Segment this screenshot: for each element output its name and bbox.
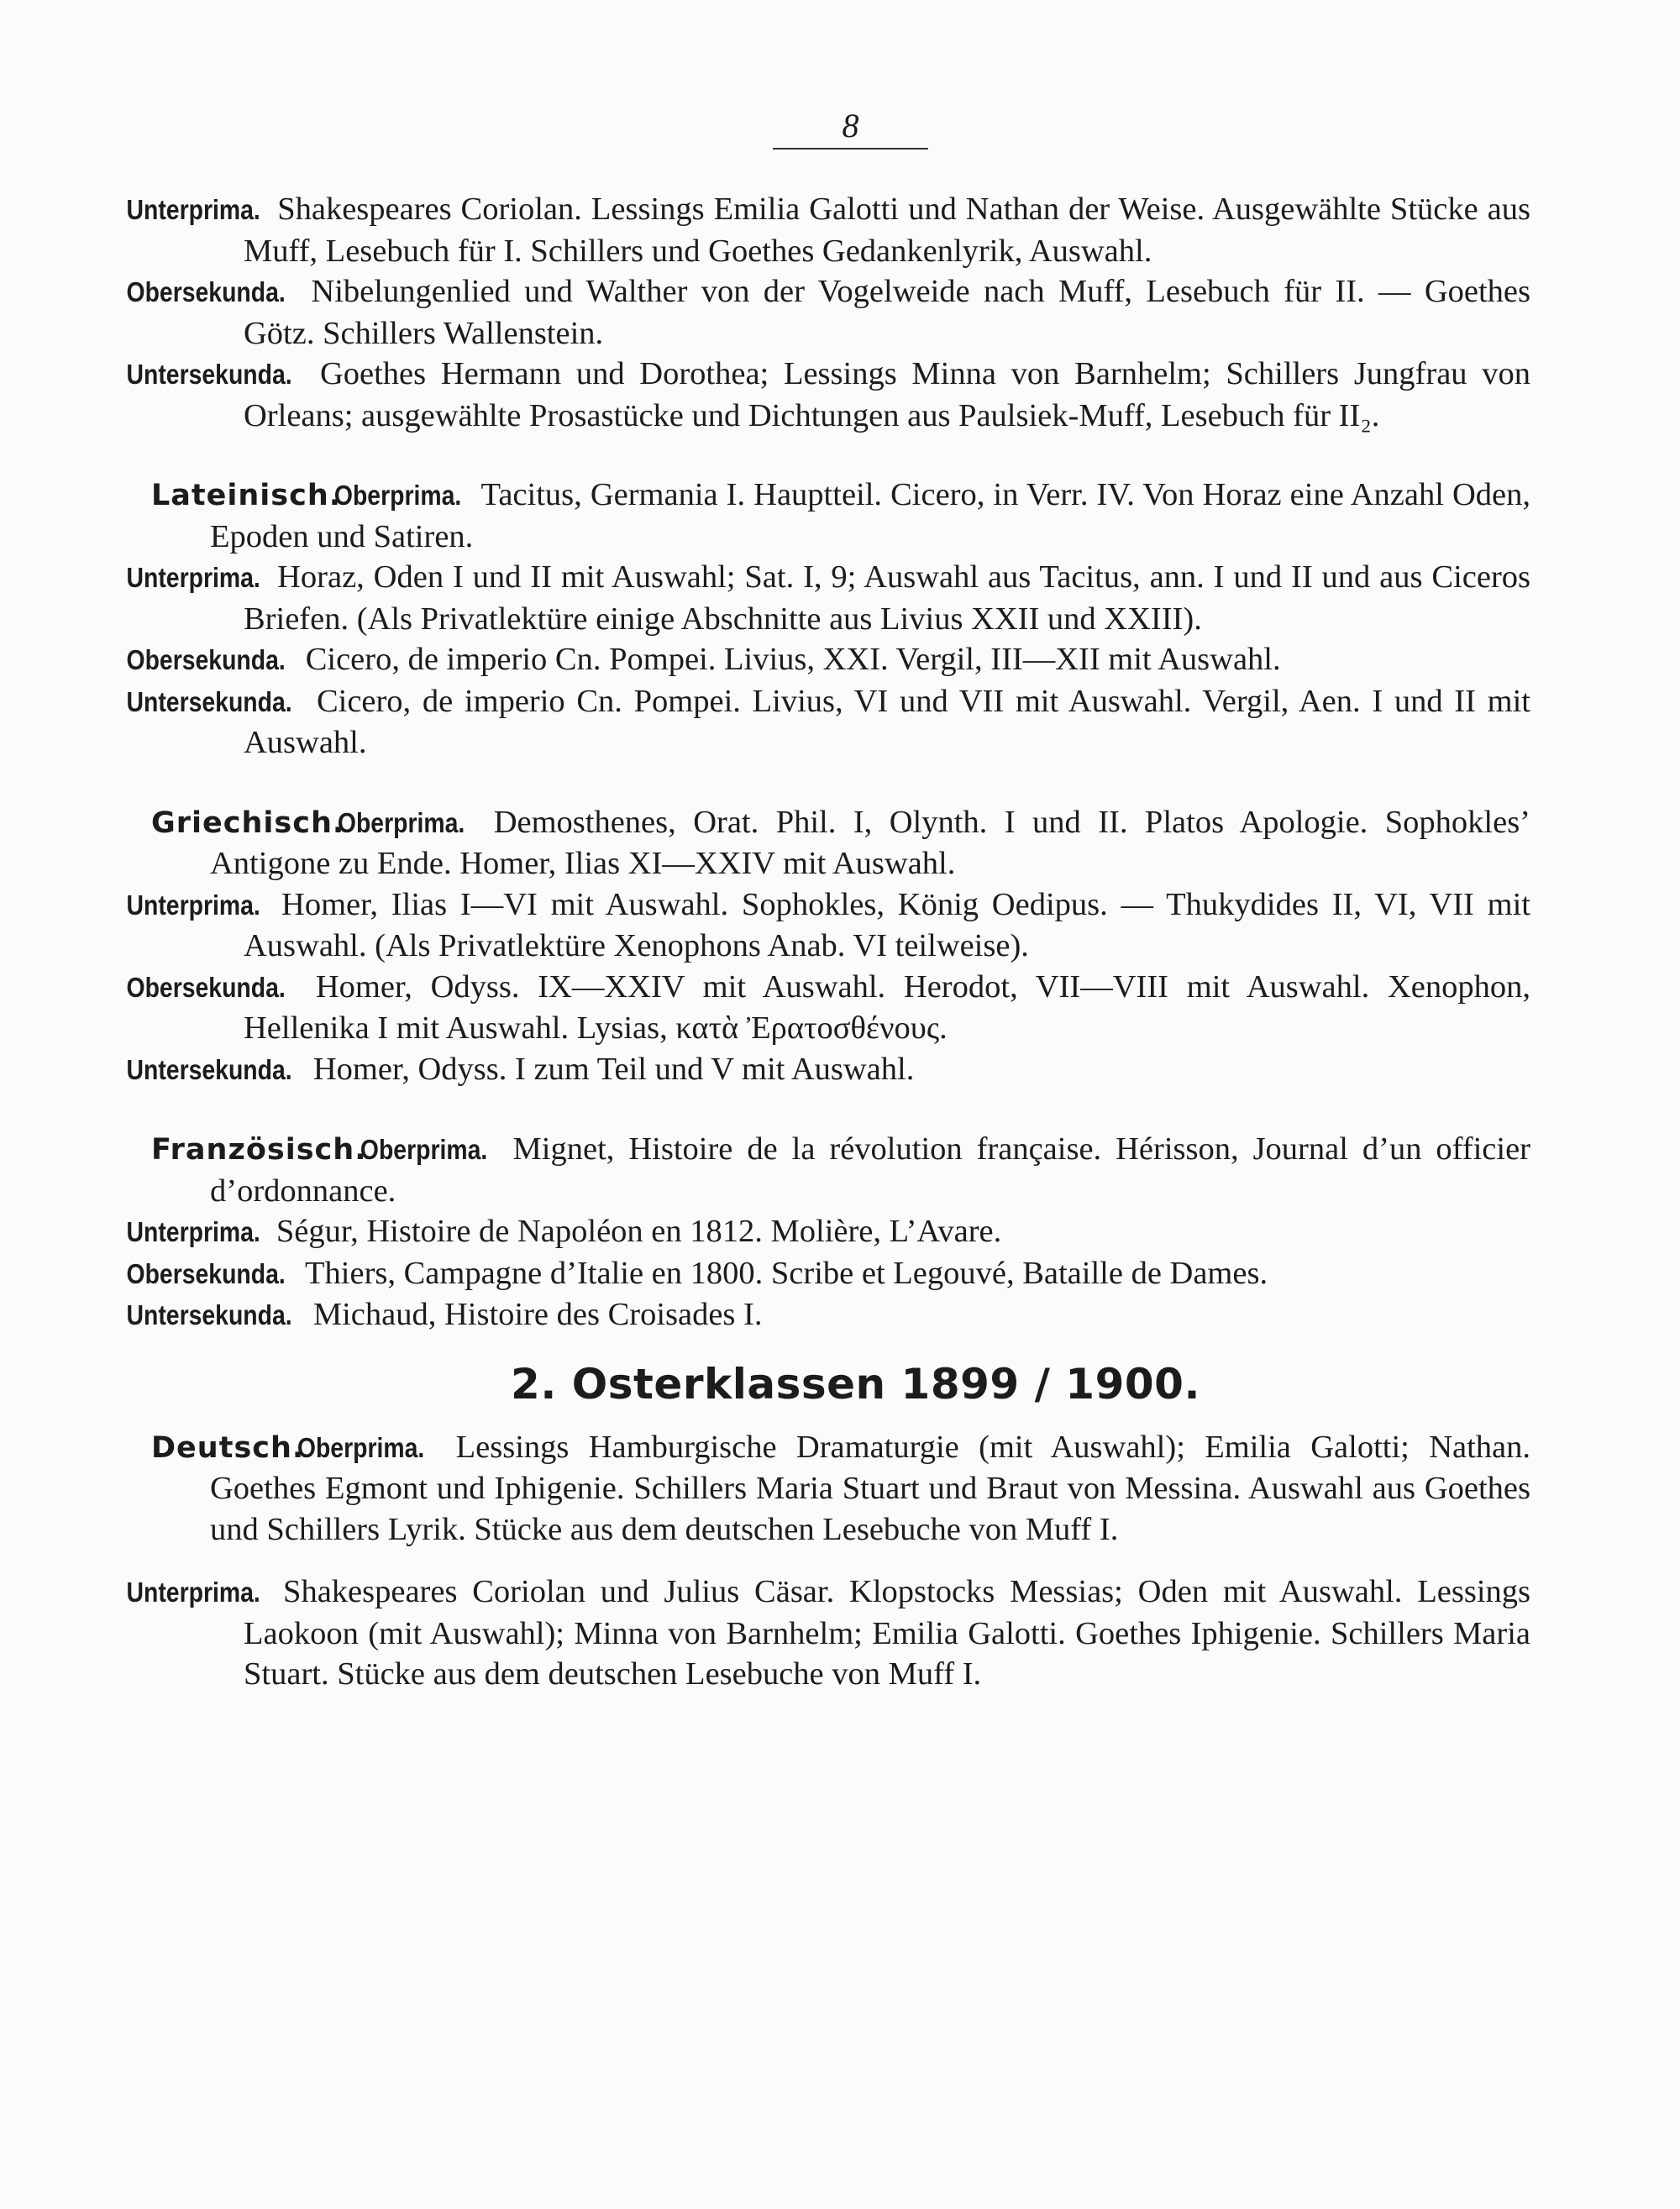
entry-oberprima: Deutsch.Oberprima. Lessings Hamburgische Dramaturgie (mit Auswahl); Emilia Galotti; Nathan. Goethes Egmont und Iphigenie. Schillers Maria Stuart und Braut von Messina. Auswahl aus Goethes und Schillers Lyrik. Stücke aus dem deutschen Lesebuche von Muff I. <box>151 1429 1531 1547</box>
entry-obersekunda: Obersekunda. Thiers, Campagne d’Italie en 1800. Scribe et Legouvé, Bataille de Dames. <box>126 1255 1268 1291</box>
subject-heading: Französisch. <box>151 1133 367 1167</box>
entry-unterprima: Unterprima. Shakespeares Coriolan. Lessings Emilia Galotti und Nathan der Weise. Ausgewählte Stücke aus Muff, Lesebuch für I. Schillers und Goethes Gedankenlyrik, Auswahl. <box>126 192 1530 269</box>
page-number: 8 <box>773 108 928 150</box>
entry-unterprima: Unterprima. Shakespeares Coriolan und Julius Cäsar. Klopstocks Messias; Oden mit Auswahl. Lessings Laokoon (mit Auswahl); Minna von Barnhelm; Emilia Galotti. Goethes Iphigenie. Schillers Maria Stuart. Stücke aus dem deutschen Lesebuche von Muff I. <box>126 1574 1531 1692</box>
entry-untersekunda: Untersekunda. Goethes Hermann und Dorothea; Lessings Minna von Barnhelm; Schillers Jungfrau von Orleans; ausgewählte Prosastücke und Dichtungen aus Paulsiek-Muff, Lesebuch für II₂. <box>126 356 1531 433</box>
entry-obersekunda: Obersekunda. Homer, Odyss. IX—XXIV mit Auswahl. Herodot, VII—VIII mit Auswahl. Xenophon, Hellenika I mit Auswahl. Lysias, κατὰ Ἐρατοσθένους. <box>126 968 1530 1046</box>
franzoesisch-section <box>126 1129 1530 1336</box>
deutsch-continuation <box>126 189 1531 436</box>
page-content <box>126 189 1531 1695</box>
entry-unterprima: Unterprima. Homer, Ilias I—VI mit Auswahl. Sophokles, König Oedipus. — Thukydides II, VI, VII mit Auswahl. (Als Privatlektüre Xenophons Anab. VI teilweise). <box>126 886 1531 963</box>
entry-unterprima: Unterprima. Ségur, Histoire de Napoléon en 1812. Molière, L’Avare. <box>126 1214 1002 1249</box>
subject-heading: Deutsch. <box>151 1430 305 1465</box>
entry-untersekunda: Untersekunda. Michaud, Histoire des Croisades I. <box>126 1297 763 1332</box>
entry-untersekunda: Untersekunda. Homer, Odyss. I zum Teil und V mit Auswahl. <box>126 1051 915 1087</box>
entry-untersekunda: Untersekunda. Cicero, de imperio Cn. Pompei. Livius, VI und VII mit Auswahl. Vergil, Aen. I und II mit Auswahl. <box>126 683 1530 760</box>
section-heading: 2. Osterklassen 1899 / 1900. <box>511 1359 1200 1409</box>
entry-oberprima: Lateinisch.Oberprima. Tacitus, Germania I. Hauptteil. Cicero, in Verr. IV. Von Horaz eine Anzahl Oden, Epoden und Satiren. <box>151 477 1530 554</box>
entry-obersekunda: Obersekunda. Nibelungenlied und Walther von der Vogelweide nach Muff, Lesebuch für II. — Goethes Götz. Schillers Wallenstein. <box>126 274 1531 351</box>
entry-oberprima: Französisch.Oberprima. Mignet, Histoire de la révolution française. Hérisson, Journal d’un officier d’ordonnance. <box>151 1131 1530 1209</box>
entry-obersekunda: Obersekunda. Cicero, de imperio Cn. Pompei. Livius, XXI. Vergil, III—XII mit Auswahl. <box>126 642 1281 677</box>
entry-unterprima: Unterprima. Horaz, Oden I und II mit Auswahl; Sat. I, 9; Auswahl aus Tacitus, ann. I und II und aus Ciceros Briefen. (Als Privatlektüre einige Abschnitte aus Livius XXII und XXIII). <box>126 559 1530 637</box>
entry-oberprima: Griechisch.Oberprima. Demosthenes, Orat. Phil. I, Olynth. I und II. Platos Apologie. Sophokles’ Antigone zu Ende. Homer, Ilias XI—XXIV mit Auswahl. <box>151 804 1531 881</box>
subject-heading: Lateinisch. <box>151 479 342 512</box>
subject-heading: Griechisch. <box>151 805 345 840</box>
latein-section <box>126 475 1530 763</box>
griechisch-section <box>126 802 1531 1091</box>
deutsch-section <box>126 1427 1531 1695</box>
